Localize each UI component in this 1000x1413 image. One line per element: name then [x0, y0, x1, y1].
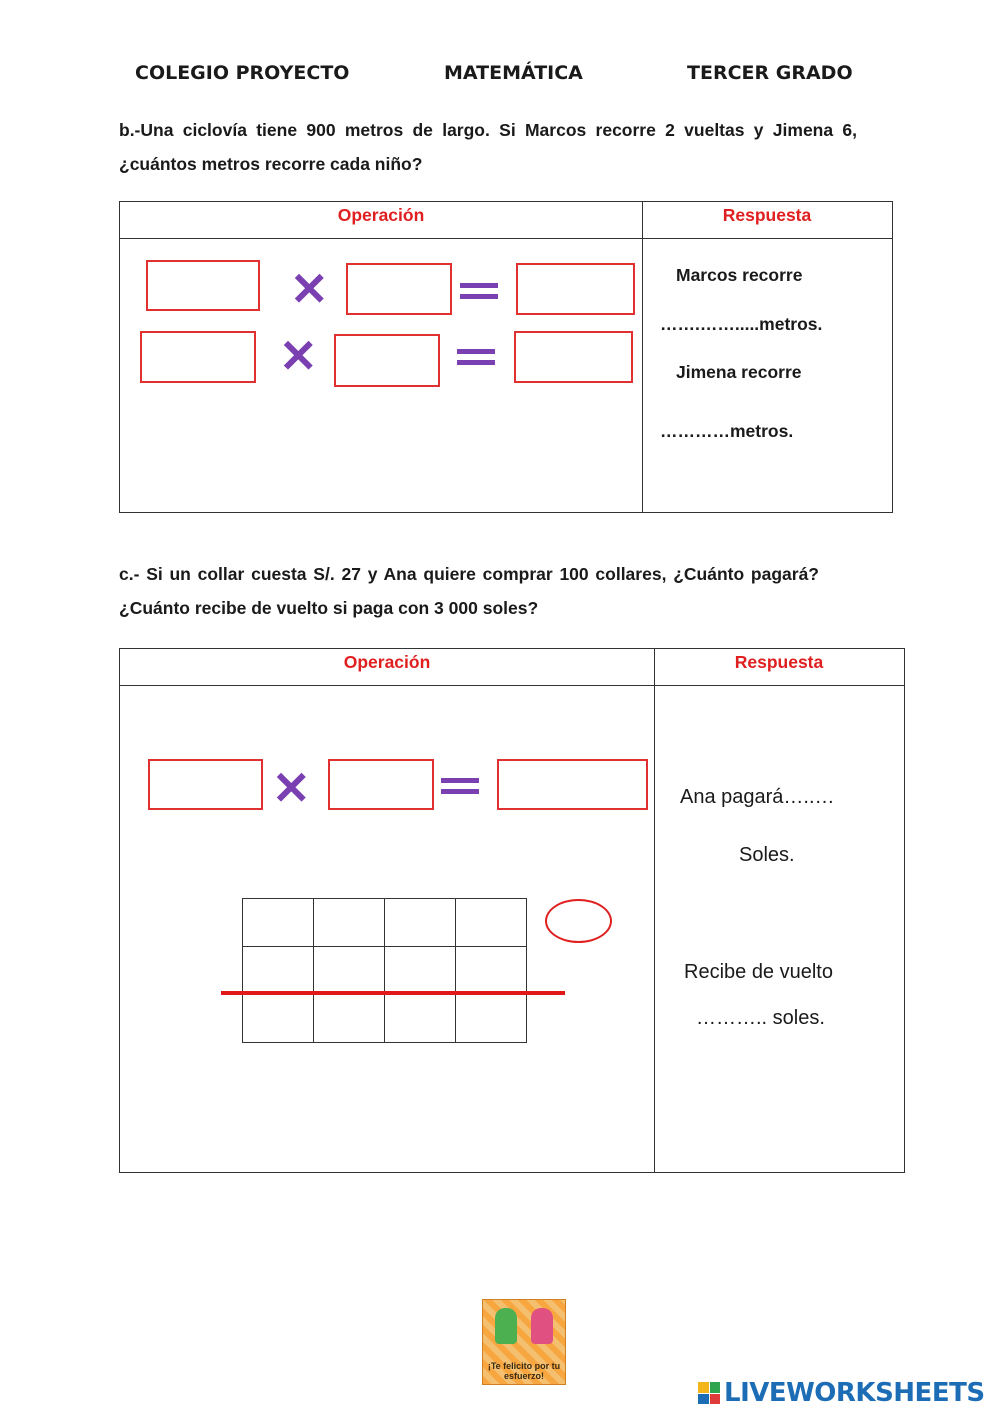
grid-row	[243, 947, 527, 995]
brand-name: LIVEWORKSHEETS	[724, 1378, 985, 1408]
b-row1-times-icon: ✕	[290, 263, 329, 315]
grid-cell[interactable]	[385, 899, 456, 947]
grid-cell[interactable]	[456, 899, 527, 947]
problem-c-answer-header: Respuesta	[734, 652, 824, 672]
b-row2-equals-icon	[457, 349, 495, 365]
b-jimena-label: Jimena recorre	[676, 362, 802, 382]
c-factor1-box[interactable]	[148, 759, 263, 810]
b-row1-factor1-box[interactable]	[146, 260, 260, 311]
problem-b-statement: b.-Una ciclovía tiene 900 metros de largo. Si Marcos recorre 2 vueltas y Jimena 6, ¿cuántos metros recorre cada niño?	[119, 120, 857, 174]
c-pays-label[interactable]: Ana pagará…..…	[680, 786, 835, 808]
grid-cell[interactable]	[243, 899, 314, 947]
grid-cell[interactable]	[243, 947, 314, 995]
b-row2-factor1-box[interactable]	[140, 331, 256, 383]
grid-cell[interactable]	[456, 947, 527, 995]
grid-cell[interactable]	[456, 995, 527, 1043]
problem-c-statement: c.- Si un collar cuesta S/. 27 y Ana quiere comprar 100 collares, ¿Cuánto pagará? ¿Cuánto recibe de vuelto si paga con 3 000 soles?	[119, 564, 819, 618]
school-name: COLEGIO PROYECTO	[135, 62, 350, 84]
c-equals-icon	[441, 778, 479, 794]
congratulations-sticker	[482, 1299, 566, 1385]
b-row1-result-box[interactable]	[516, 263, 635, 315]
grid-cell[interactable]	[243, 995, 314, 1043]
b-row2-times-icon: ✕	[279, 330, 318, 382]
b-row2-factor2-box[interactable]	[334, 334, 440, 387]
girl-icon	[531, 1308, 553, 1344]
c-result-box[interactable]	[497, 759, 648, 810]
subject-name: MATEMÁTICA	[444, 62, 583, 84]
c-result-line	[221, 991, 565, 995]
c-times-icon: ✕	[272, 762, 311, 814]
problem-b-answer-header: Respuesta	[722, 205, 812, 225]
liveworksheets-mark-icon	[698, 1382, 720, 1404]
c-operator-oval[interactable]	[545, 899, 612, 943]
liveworksheets-logo[interactable]	[698, 1376, 985, 1410]
grid-cell[interactable]	[314, 995, 385, 1043]
c-subtraction-grid	[242, 898, 527, 1043]
c-factor2-box[interactable]	[328, 759, 434, 810]
b-marcos-answer-blank[interactable]: …….…….....metros.	[660, 314, 823, 334]
grid-row	[243, 995, 527, 1043]
b-row1-equals-icon	[460, 283, 498, 299]
c-change-answer-blank[interactable]: ……….. soles.	[696, 1007, 825, 1029]
sticker-caption: ¡Te felicito por tu esfuerzo!	[487, 1361, 561, 1381]
b-jimena-answer-blank[interactable]: …………metros.	[660, 421, 794, 441]
grid-cell[interactable]	[314, 947, 385, 995]
b-row1-factor2-box[interactable]	[346, 263, 452, 315]
b-row2-result-box[interactable]	[514, 331, 633, 383]
b-marcos-label: Marcos recorre	[676, 265, 803, 285]
c-change-label: Recibe de vuelto	[684, 961, 833, 983]
grid-cell[interactable]	[385, 947, 456, 995]
grid-cell[interactable]	[314, 899, 385, 947]
problem-c-operation-header: Operación	[343, 652, 431, 672]
grade-name: TERCER GRADO	[687, 62, 853, 84]
grid-cell[interactable]	[385, 995, 456, 1043]
c-pays-unit: Soles.	[739, 844, 795, 866]
grid-row	[243, 899, 527, 947]
boy-icon	[495, 1308, 517, 1344]
problem-b-operation-header: Operación	[337, 205, 425, 225]
